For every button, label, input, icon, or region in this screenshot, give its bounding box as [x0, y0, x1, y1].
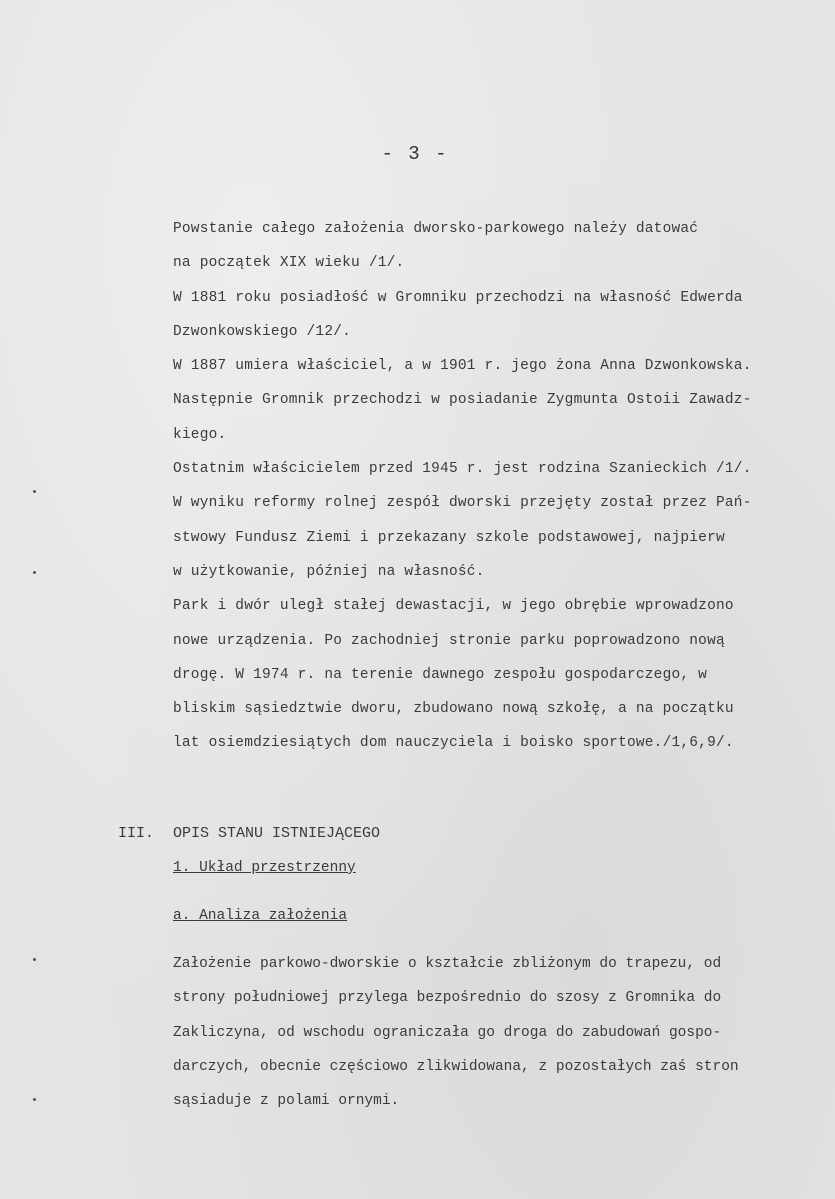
subsection-heading: 1. Układ przestrzenny [173, 860, 356, 876]
analysis-paragraph [173, 948, 828, 1119]
text-line: strony południowej przylega bezpośrednio do szosy z Gromnika do [173, 990, 722, 1007]
text-line: w użytkowanie, później na własność. [173, 563, 485, 580]
section-heading [118, 825, 380, 842]
text-line: W 1881 roku posiadłość w Gromniku przechodzi na własność Edwerda [173, 289, 743, 306]
margin-mark [33, 571, 36, 574]
text-line: Park i dwór uległ stałej dewastacji, w jego obrębie wprowadzono [173, 598, 734, 615]
text-line: nowe urządzenia. Po zachodniej stronie parku poprowadzono nową [173, 632, 725, 649]
history-paragraphs [173, 212, 828, 761]
text-line: darczych, obecnie częściowo zlikwidowana, z pozostałych zaś stron [173, 1058, 739, 1075]
section-numeral: III. [118, 825, 155, 842]
page-number: - 3 - [381, 143, 449, 165]
subsubsection-heading: a. Analiza założenia [173, 908, 348, 924]
text-line: W 1887 umiera właściciel, a w 1901 r. jego żona Anna Dzwonkowska. [173, 358, 752, 375]
text-line: lat osiemdziesiątych dom nauczyciela i boisko sportowe./1,6,9/. [173, 735, 734, 752]
text-line: kiego. [173, 426, 227, 443]
text-line: stwowy Fundusz Ziemi i przekazany szkole podstawowej, najpierw [173, 529, 725, 546]
text-line: sąsiaduje z polami ornymi. [173, 1093, 400, 1110]
text-line: Powstanie całego założenia dworsko-parkowego należy datować [173, 221, 699, 237]
text-line: drogę. W 1974 r. na terenie dawnego zespołu gospodarczego, w [173, 666, 708, 683]
margin-mark [33, 490, 36, 493]
margin-mark [33, 958, 36, 961]
margin-mark [33, 1098, 36, 1101]
section-title: OPIS STANU ISTNIEJĄCEGO [173, 825, 381, 842]
text-line: Dzwonkowskiego /12/. [173, 323, 352, 340]
text-line: Następnie Gromnik przechodzi w posiadanie Zygmunta Ostoii Zawadz- [173, 392, 752, 409]
text-line: Zakliczyna, od wschodu ograniczała go droga do zabudowań gospo- [173, 1024, 722, 1041]
text-line: na początek XIX wieku /1/. [173, 255, 405, 272]
text-line: Ostatnim właścicielem przed 1945 r. jest rodzina Szanieckich /1/. [173, 461, 752, 478]
text-line: Założenie parkowo-dworskie o kształcie zbliżonym do trapezu, od [173, 956, 722, 972]
text-line: bliskim sąsiedztwie dworu, zbudowano nową szkołę, a na początku [173, 701, 734, 718]
text-line: W wyniku reformy rolnej zespół dworski przejęty został przez Pań- [173, 495, 752, 512]
